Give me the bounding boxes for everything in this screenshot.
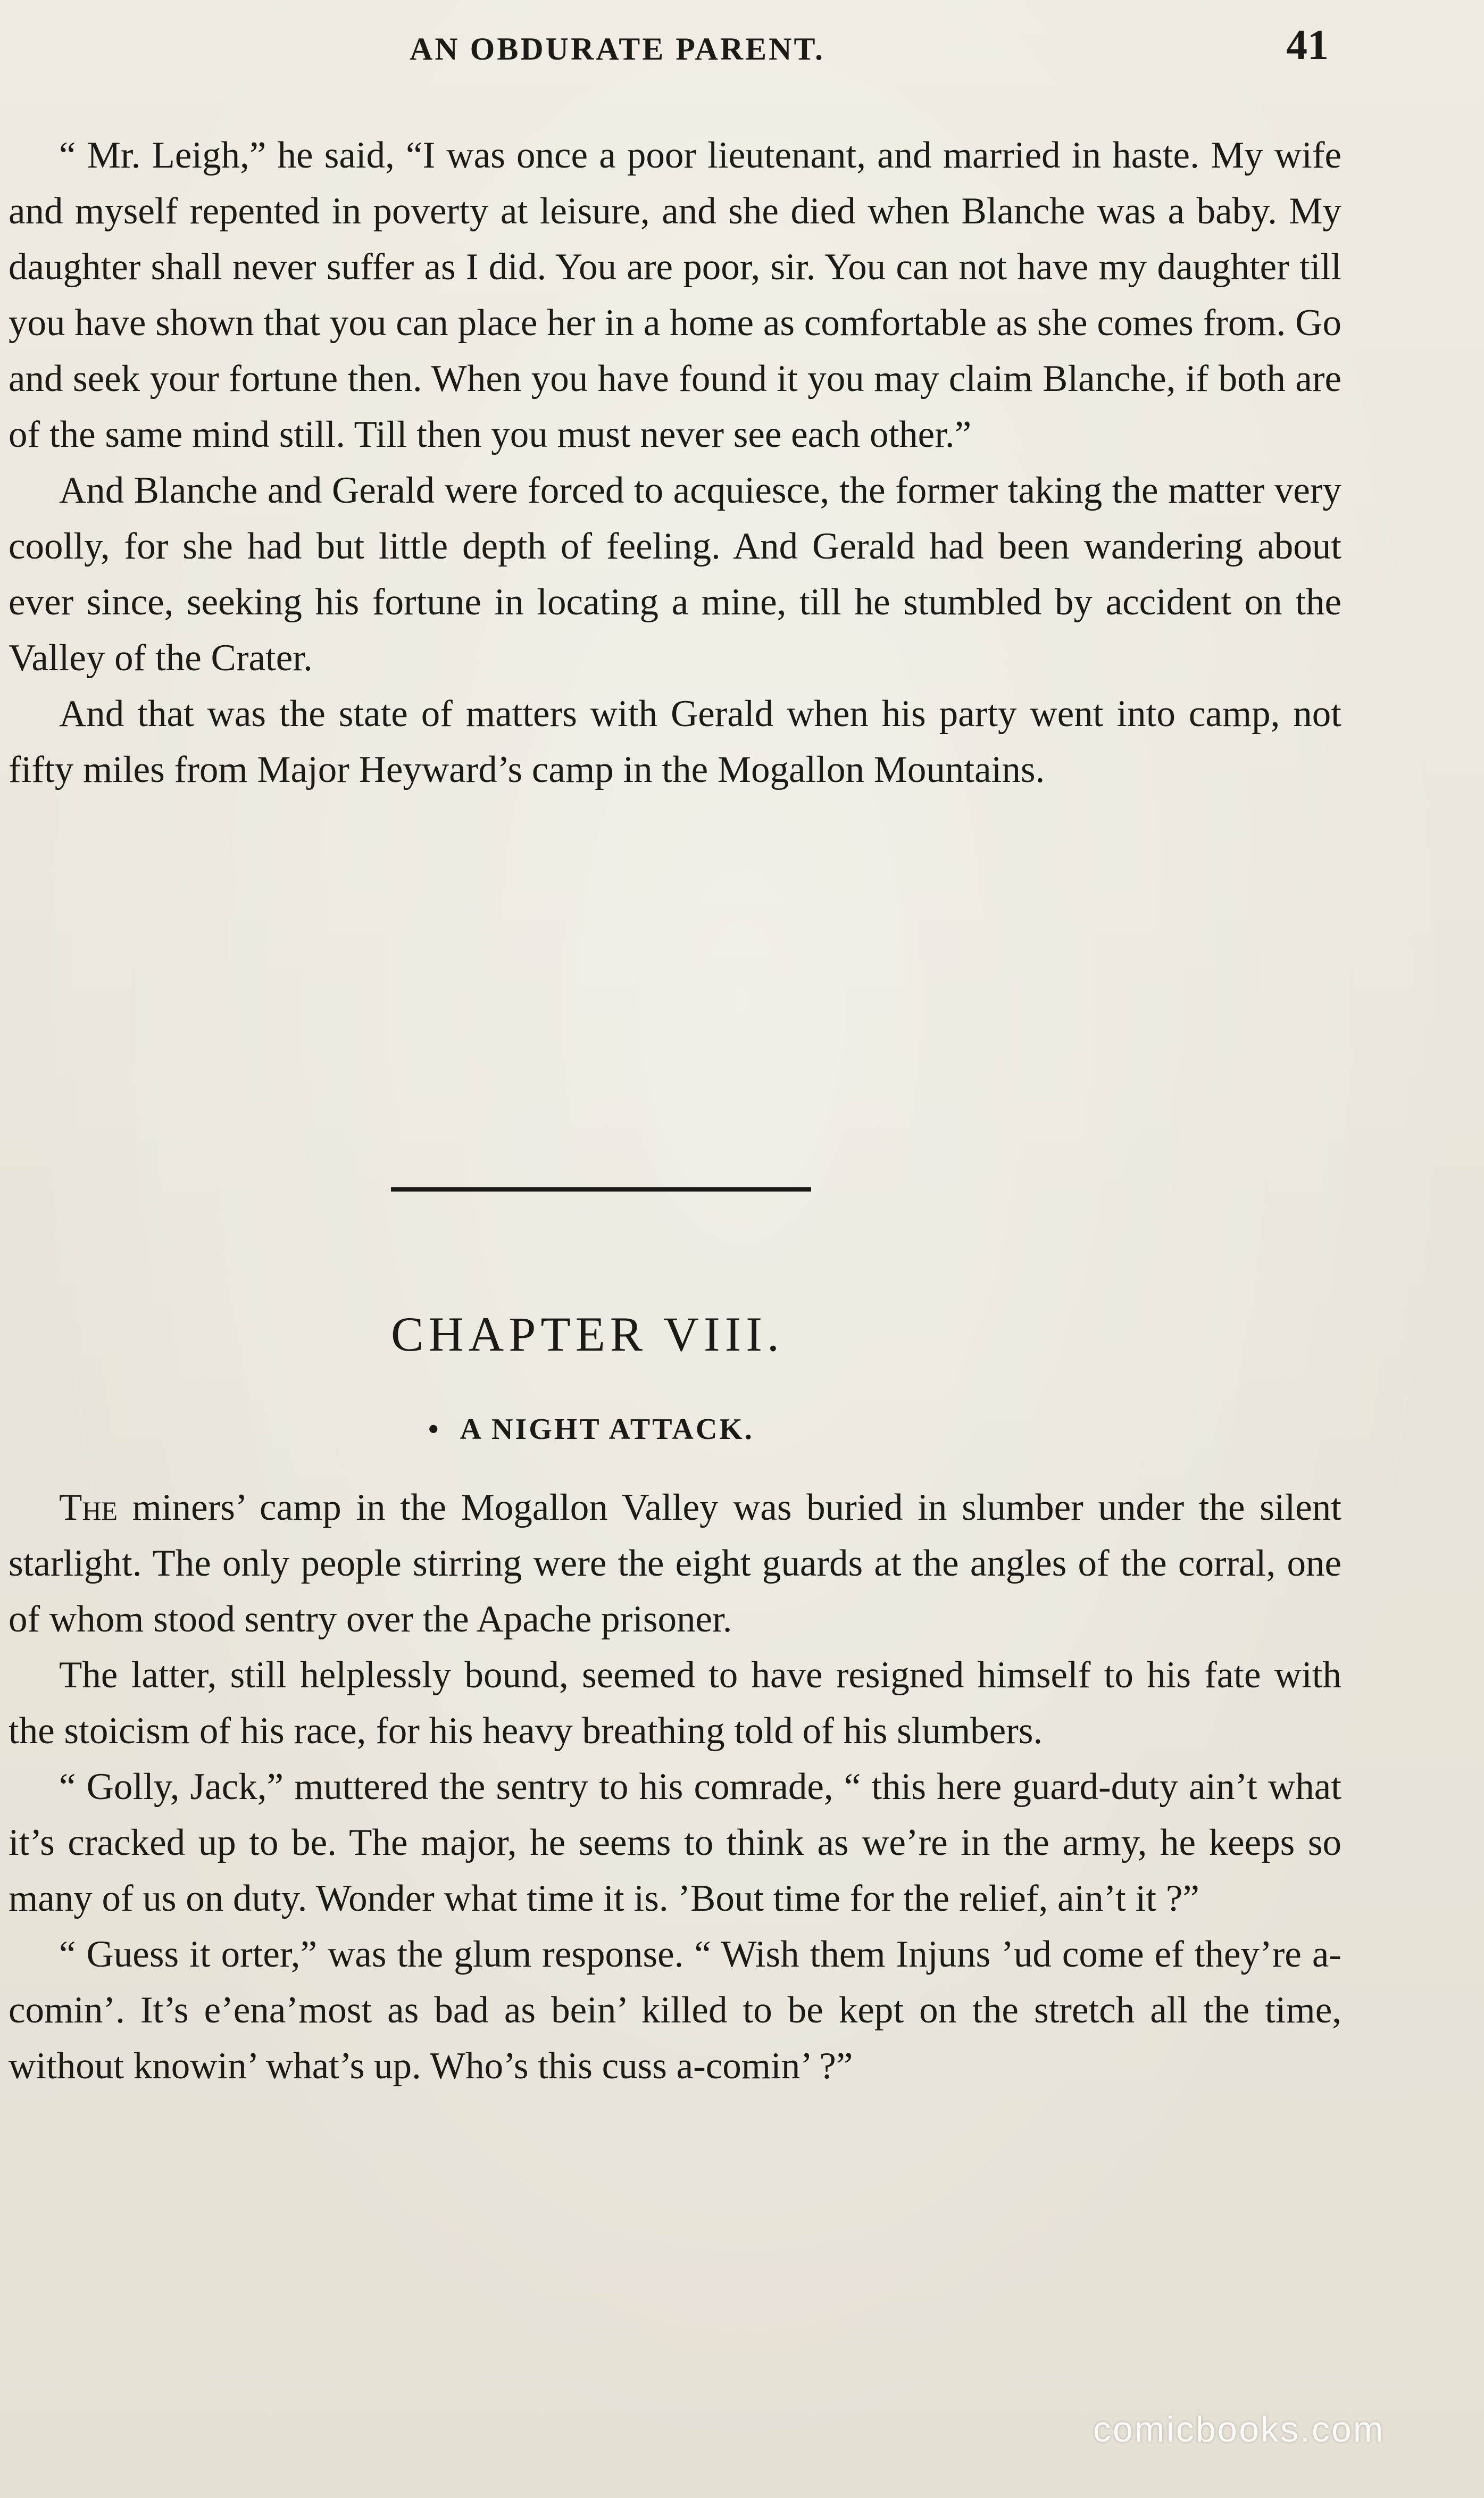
running-title: AN OBDURATE PARENT. <box>410 31 826 66</box>
paragraph <box>9 1647 1341 1759</box>
chapter-title: CHAPTER VIII. <box>391 1307 784 1361</box>
bullet-mark: • <box>428 1413 460 1446</box>
paragraph: And that was the state of matters with Gerald when his party went into camp, not fifty miles from Major Heyward’s camp in the Mogallon Mountains. <box>9 693 1341 790</box>
section-divider-rule <box>391 1187 811 1192</box>
paragraph <box>9 1759 1341 1927</box>
page-number: 41 <box>1286 22 1329 69</box>
running-header <box>0 21 1484 80</box>
paragraph-text: “ Golly, Jack,” muttered the sentry to his comrade, “ this here guard-duty ain’t what it’s cracked up to be. The major, he seems to think as we’re in the army, he keeps so many of us on duty. Wonder what time it is. ’Bout time for the relief, ain’t it ?” <box>9 1766 1341 1919</box>
paragraph-text: miners’ camp in the Mogallon Valley was buried in slumber under the silent starlight. The only people stirring were the eight guards at the angles of the corral, one of whom stood sentry over the Apache prisoner. <box>9 1487 1341 1640</box>
paragraph: And Blanche and Gerald were forced to acquiesce, the former taking the matter very coolly, for she had but little depth of feeling. And Gerald had been wandering about ever since, seeking his fortune in locating a mine, till he stumbled by accident on the Valley of the Crater. <box>9 470 1341 679</box>
chapter-subtitle <box>428 1412 754 1446</box>
watermark: comicbooks.com <box>1093 2409 1385 2450</box>
paragraph-text: The latter, still helplessly bound, seemed to have resigned himself to his fate with the stoicism of his race, for his heavy breathing told of his slumbers. <box>9 1654 1341 1752</box>
chapter-subtitle-text: A NIGHT ATTACK. <box>460 1413 754 1446</box>
paragraph: “ Mr. Leigh,” he said, “I was once a poor lieutenant, and married in haste. My wife and myself repented in poverty at leisure, and she died when Blanche was a baby. My daughter shall never suffer as I did. You are poor, sir. You can not have my daughter till you have shown that you can place her in a home as comfortable as she comes from. Go and seek your fortune then. When you have found it you may claim Blanche, if both are of the same mind still. Till then you must never see each other.” <box>9 135 1341 455</box>
paragraph <box>9 1927 1341 2094</box>
chapter-text <box>9 1480 1341 2094</box>
drop-lead-word: The <box>59 1487 118 1528</box>
paragraph-text: “ Guess it orter,” was the glum response. “ Wish them Injuns ’ud come ef they’re a-comin’. It’s e’ena’most as bad as bein’ killed to be kept on the stretch all the time, without knowin’ what’s up. Who’s this cuss a-comin’ ?” <box>9 1934 1341 2087</box>
chapter-end-text <box>9 128 1341 798</box>
paragraph <box>9 1480 1341 1647</box>
